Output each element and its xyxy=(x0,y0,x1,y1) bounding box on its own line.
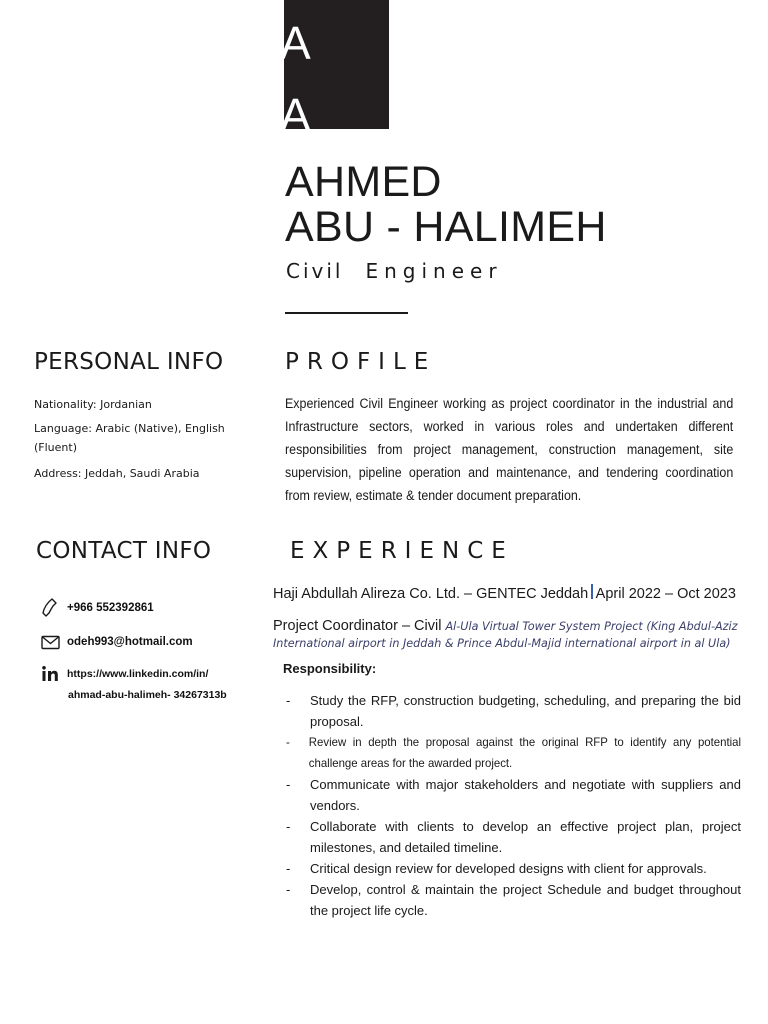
company-period-separator xyxy=(591,584,593,599)
list-item xyxy=(286,732,741,774)
role-line xyxy=(273,618,743,652)
duty-text: Review in depth the proposal against the original RFP to identify any potential challenge areas for the awarded project. xyxy=(308,735,742,770)
address: Address: Jeddah, Saudi Arabia xyxy=(34,467,200,480)
role-title: Project Coordinator – Civil xyxy=(273,618,442,634)
company-name: Haji Abdullah Alireza Co. Ltd. – GENTEC Jeddah xyxy=(273,586,589,602)
project-description: Al-Ula Virtual Tower System Project (King Abdul-Aziz International airport in Jeddah & Prince Abdul-Majid international airport in al Ula) xyxy=(273,620,738,650)
duty-text: Critical design review for developed designs with client for approvals. xyxy=(310,861,707,876)
duty-text: Study the RFP, construction budgeting, scheduling, and preparing the bid proposal. xyxy=(310,693,741,729)
linkedin-url-line2[interactable]: ahmad-abu-halimeh- 34267313b xyxy=(68,689,227,701)
nationality: Nationality: Jordanian xyxy=(34,398,152,411)
linkedin-row xyxy=(40,664,208,684)
linkedin-url-line1[interactable]: https://www.linkedin.com/in/ xyxy=(67,668,209,680)
responsibility-list xyxy=(286,690,741,921)
job-title-word1: Civil xyxy=(286,259,344,283)
full-name xyxy=(285,160,607,250)
bullet-dash: - xyxy=(286,735,290,749)
title-divider xyxy=(285,312,408,314)
bullet-dash: - xyxy=(286,777,291,792)
duty-text: Develop, control & maintain the project Schedule and budget throughout the project life cycle. xyxy=(310,882,741,918)
bullet-dash: - xyxy=(286,882,291,897)
responsibility-heading: Responsibility: xyxy=(283,661,377,676)
envelope-icon xyxy=(40,632,60,652)
profile-heading: PROFILE xyxy=(285,349,437,375)
contact-info-heading: CONTACT INFO xyxy=(36,538,212,564)
first-name: AHMED xyxy=(285,158,442,206)
bullet-dash: - xyxy=(286,861,291,876)
monogram-logo xyxy=(280,0,389,141)
job-title-word2: Engineer xyxy=(365,259,503,283)
personal-info-heading: PERSONAL INFO xyxy=(34,349,224,375)
profile-text: Experienced Civil Engineer working as project coordinator in the industrial and Infrastructure sectors, worked in various roles and undertaken different responsibilities from project management, construction management, site supervision, pipeline operation and maintenance, and tendering coordination from review, estimate & tender document preparation. xyxy=(285,396,734,503)
language: Language: Arabic (Native), English (Fluent) xyxy=(34,422,225,454)
last-name: ABU - HALIMEH xyxy=(285,203,607,251)
phone-number[interactable]: +966 552392861 xyxy=(67,602,154,614)
list-item xyxy=(286,774,741,816)
experience-heading: EXPERIENCE xyxy=(290,538,514,564)
logo-letter-top: A xyxy=(280,17,311,69)
duty-text: Communicate with major stakeholders and negotiate with suppliers and vendors. xyxy=(310,777,741,813)
duty-text: Collaborate with clients to develop an effective project plan, project milestones, and detailed timeline. xyxy=(310,819,741,855)
phone-row xyxy=(40,598,154,618)
job-title xyxy=(286,259,503,283)
employment-period: April 2022 – Oct 2023 xyxy=(595,586,736,602)
list-item xyxy=(286,816,741,858)
linkedin-icon xyxy=(40,664,60,684)
email-row xyxy=(40,632,193,652)
email-address[interactable]: odeh993@hotmail.com xyxy=(67,636,193,648)
list-item xyxy=(286,690,741,732)
phone-icon xyxy=(40,598,60,618)
bullet-dash: - xyxy=(286,819,291,834)
list-item xyxy=(286,858,741,879)
bullet-dash: - xyxy=(286,693,291,708)
list-item xyxy=(286,879,741,921)
company-line xyxy=(273,584,736,602)
logo-letter-bottom: A xyxy=(280,89,311,141)
